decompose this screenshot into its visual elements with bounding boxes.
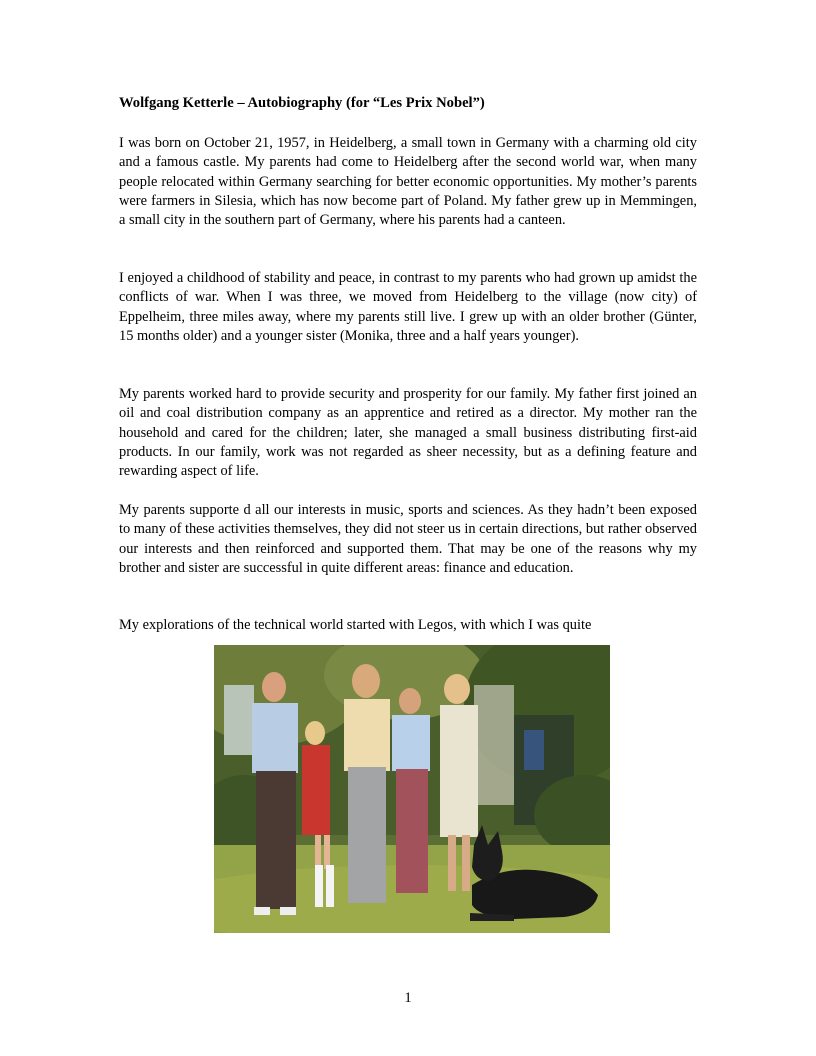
paragraph-interests: My parents supporte d all our interests in music, sports and sciences. As they hadn’t been exposed to many of these activities themselves, they did not steer us in certain directions, but rather observed our interests and then reinforced and supported them. That may be one of the reasons why my brother and sister are successful in quite different areas: finance and education. [119, 502, 697, 576]
paragraph-birth: I was born on October 21, 1957, in Heidelberg, a small town in Germany with a charming old city and a famous castle. My parents had come to Heidelberg after the second world war, when many people relocated within Germany searching for better economic opportunities. My mother’s parents were farmers in Silesia, which has now become part of Poland. My father grew up in Memmingen, a small city in the southern part of Germany, where his parents had a canteen. [119, 135, 697, 229]
paragraph-legos: My explorations of the technical world started with Legos, with which I was quite [119, 617, 592, 633]
paragraph-parents-work: My parents worked hard to provide security and prosperity for our family. My father first joined an oil and coal distribution company as an apprentice and retired as a director. My mother ran the household and cared for the children; later, she managed a small business distributing first-aid products. In our family, work was not regarded as sheer necessity, but as a defining feature and rewarding aspect of life. [119, 386, 697, 480]
document-title: Wolfgang Ketterle – Autobiography (for “Les Prix Nobel”) [119, 95, 485, 111]
family-photo [214, 645, 610, 933]
page-number: 1 [404, 990, 412, 1006]
paragraph-childhood: I enjoyed a childhood of stability and peace, in contrast to my parents who had grown up amidst the conflicts of war. When I was three, we moved from Heidelberg to the village (now city) of Eppelheim, three miles away, where my parents still live. I grew up with an older brother (Günter, 15 months older) and a younger sister (Monika, three and a half years younger). [119, 270, 697, 344]
